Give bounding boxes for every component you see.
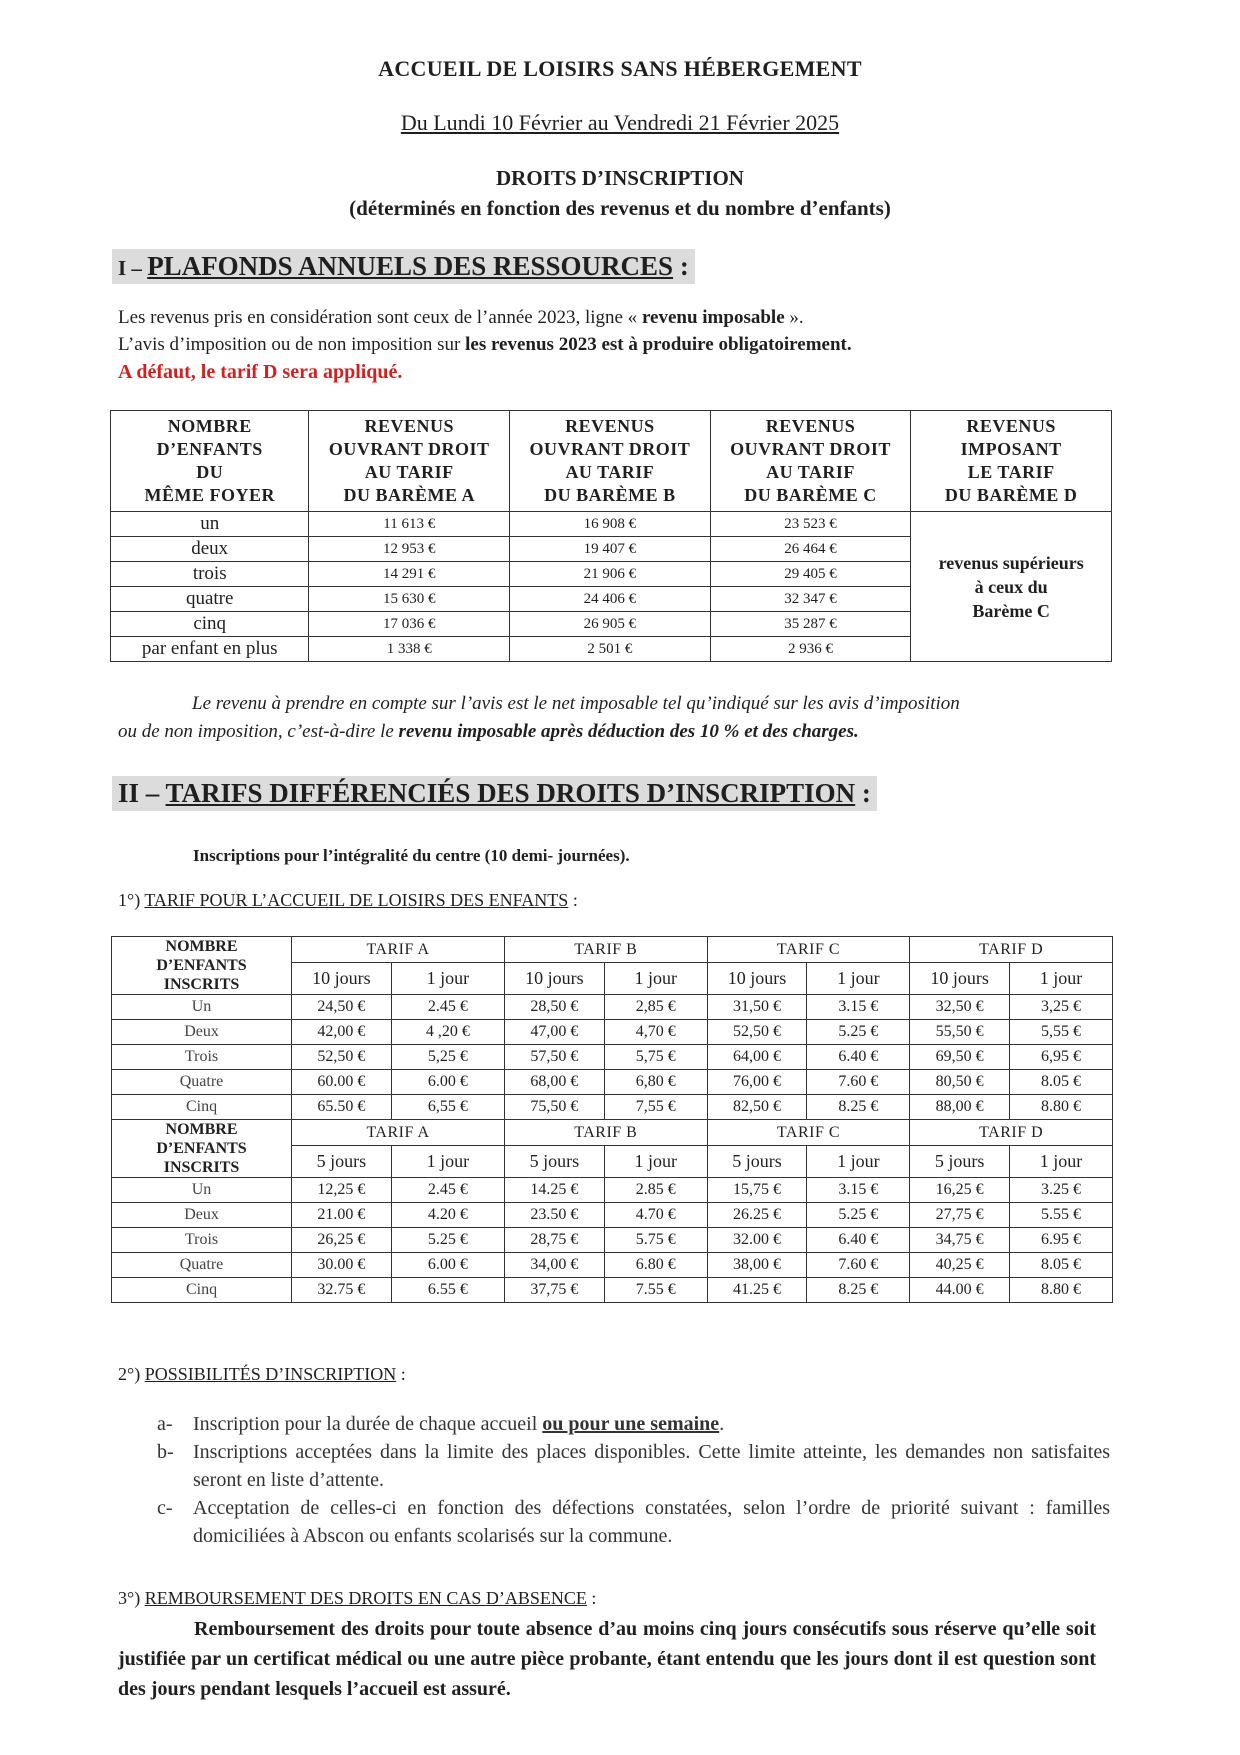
table-row [111, 512, 1112, 537]
header-line: NOMBRE [165, 1121, 238, 1138]
row-label: Trois [112, 1045, 292, 1070]
table-row [112, 1095, 1113, 1120]
row-label: Quatre [112, 1070, 292, 1095]
price-cell: 23.50 € [504, 1203, 604, 1228]
tarif-table [111, 936, 1113, 1303]
header-line: DU BARÈME D [944, 485, 1078, 505]
row-label: Deux [112, 1203, 292, 1228]
duration-label: 10 jours [910, 963, 1010, 995]
price-cell: 32,50 € [910, 995, 1010, 1020]
price-cell: 80,50 € [910, 1070, 1010, 1095]
row-label: Trois [112, 1228, 292, 1253]
list-letter: c- [157, 1497, 173, 1519]
price-cell: 8.25 € [807, 1095, 910, 1120]
price-cell: 6.40 € [807, 1045, 910, 1070]
table-cell: 2 936 € [710, 637, 911, 662]
header-line: AU TARIF [565, 462, 655, 482]
price-cell: 6,95 € [1010, 1045, 1113, 1070]
price-cell: 5,55 € [1010, 1020, 1113, 1045]
inscription-possibilities-list [157, 1410, 1110, 1550]
table-cell: 24 406 € [510, 587, 711, 612]
price-cell: 4 ,20 € [391, 1020, 504, 1045]
row-label: deux [111, 537, 309, 562]
table-row [112, 995, 1113, 1020]
tarif-label: TARIF C [707, 1120, 910, 1146]
price-cell: 88,00 € [910, 1095, 1010, 1120]
price-cell: 2.85 € [604, 1178, 707, 1203]
sub2-heading: POSSIBILITÉS D’INSCRIPTION [144, 1364, 397, 1384]
duration-label: 1 jour [391, 1146, 504, 1178]
income-ceiling-table [110, 410, 1112, 662]
price-cell: 3.15 € [807, 1178, 910, 1203]
price-cell: 52,50 € [292, 1045, 392, 1070]
price-cell: 6,55 € [391, 1095, 504, 1120]
table-row [112, 1178, 1113, 1203]
subsection-2-title [118, 1364, 406, 1385]
price-cell: 30.00 € [292, 1253, 392, 1278]
header-line: LE TARIF [967, 462, 1055, 482]
default-tarif-warning: A défaut, le tarif D sera appliqué. [118, 361, 403, 383]
list-text-main: Inscriptions acceptées dans la limite des places disponibles. Cette limite atteinte, les demandes non satisfaites seront en liste d’attente. [193, 1441, 1110, 1491]
row-label: trois [111, 562, 309, 587]
table-cell: 21 906 € [510, 562, 711, 587]
children-count-header [112, 937, 292, 995]
section-2-title [112, 776, 877, 811]
tarif-label: TARIF B [504, 937, 707, 963]
tarif-label: TARIF D [910, 937, 1113, 963]
price-cell: 7.55 € [604, 1278, 707, 1303]
list-text-emphasis: ou pour une semaine [542, 1413, 720, 1435]
price-cell: 26,25 € [292, 1228, 392, 1253]
header-line: REVENUS [565, 416, 655, 436]
sub2-prefix: 2°) [118, 1364, 145, 1384]
income-table-body [111, 512, 1112, 662]
sub3-prefix: 3°) [118, 1588, 145, 1608]
price-cell: 5.25 € [807, 1020, 910, 1045]
tarif-label: TARIF B [504, 1120, 707, 1146]
tarif-header-row [112, 937, 1113, 963]
price-cell: 82,50 € [707, 1095, 807, 1120]
price-cell: 75,50 € [504, 1095, 604, 1120]
price-cell: 5,25 € [391, 1045, 504, 1070]
duration-label: 10 jours [707, 963, 807, 995]
duration-label: 1 jour [807, 1146, 910, 1178]
duration-label: 5 jours [707, 1146, 807, 1178]
tarif-label: TARIF A [292, 1120, 505, 1146]
table-row [112, 1020, 1113, 1045]
price-cell: 42,00 € [292, 1020, 392, 1045]
table-row [112, 1045, 1113, 1070]
table-cell: 14 291 € [309, 562, 510, 587]
table-row [112, 1253, 1113, 1278]
document-dates: Du Lundi 10 Février au Vendredi 21 Février 2025 [400, 110, 840, 135]
price-cell: 7.60 € [807, 1070, 910, 1095]
price-cell: 47,00 € [504, 1020, 604, 1045]
price-cell: 8.80 € [1010, 1095, 1113, 1120]
price-cell: 40,25 € [910, 1253, 1010, 1278]
income-table-header-cell [911, 411, 1112, 512]
duration-label: 5 jours [504, 1146, 604, 1178]
bareme-d-line: Barème C [972, 600, 1050, 621]
row-label: Cinq [112, 1095, 292, 1120]
table-row [112, 1203, 1113, 1228]
header-line: OUVRANT DROIT [730, 439, 891, 459]
price-cell: 68,00 € [504, 1070, 604, 1095]
header-line: DU BARÈME C [744, 485, 877, 505]
tarif-label: TARIF C [707, 937, 910, 963]
list-text [193, 1410, 724, 1438]
row-label: Un [112, 995, 292, 1020]
table-cell: 1 338 € [309, 637, 510, 662]
income-paragraph-1 [118, 306, 804, 330]
price-cell: 5,75 € [604, 1045, 707, 1070]
price-cell: 7,55 € [604, 1095, 707, 1120]
price-cell: 31,50 € [707, 995, 807, 1020]
table-cell: 2 501 € [510, 637, 711, 662]
duration-label: 10 jours [504, 963, 604, 995]
list-text [193, 1438, 1110, 1494]
income-paragraph-2 [118, 333, 852, 357]
sub3-suffix: : [586, 1588, 597, 1608]
duration-label: 1 jour [604, 1146, 707, 1178]
price-cell: 64,00 € [707, 1045, 807, 1070]
price-cell: 4.70 € [604, 1203, 707, 1228]
header-line: OUVRANT DROIT [529, 439, 691, 459]
table-cell: 11 613 € [309, 512, 510, 537]
price-cell: 57,50 € [504, 1045, 604, 1070]
price-cell: 7.60 € [807, 1253, 910, 1278]
price-cell: 27,75 € [910, 1203, 1010, 1228]
list-item [157, 1410, 1110, 1438]
price-cell: 6.00 € [391, 1253, 504, 1278]
sub1-prefix: 1°) [118, 890, 145, 910]
price-cell: 65.50 € [292, 1095, 392, 1120]
row-label: un [111, 512, 309, 537]
price-cell: 3.15 € [807, 995, 910, 1020]
section-1-prefix: I – [118, 256, 148, 280]
header-line: AU TARIF [364, 462, 454, 482]
price-cell: 5.55 € [1010, 1203, 1113, 1228]
note2-text: ou de non imposition, c’est-à-dire le [118, 721, 399, 742]
row-label: par enfant en plus [111, 637, 309, 662]
price-cell: 37,75 € [504, 1278, 604, 1303]
price-cell: 3.25 € [1010, 1178, 1113, 1203]
price-cell: 41.25 € [707, 1278, 807, 1303]
table-row [112, 1278, 1113, 1303]
row-label: cinq [111, 612, 309, 637]
price-cell: 15,75 € [707, 1178, 807, 1203]
price-cell: 6,80 € [604, 1070, 707, 1095]
droits-heading: DROITS D’INSCRIPTION [496, 166, 744, 190]
table-cell: 16 908 € [510, 512, 711, 537]
note2-bold: revenu imposable après déduction des 10 % et des charges. [398, 721, 859, 742]
subsection-1-title [118, 890, 578, 911]
header-line: D’ENFANTS [156, 439, 263, 459]
bareme-d-cell [911, 512, 1112, 662]
price-cell: 12,25 € [292, 1178, 392, 1203]
list-text-main: Inscription pour la durée de chaque accueil [193, 1413, 543, 1435]
price-cell: 2.45 € [391, 995, 504, 1020]
duration-label: 10 jours [292, 963, 392, 995]
income-note-line-2 [118, 720, 859, 744]
price-cell: 32.00 € [707, 1228, 807, 1253]
children-count-header [112, 1120, 292, 1178]
sub2-suffix: : [396, 1364, 406, 1384]
duration-label: 1 jour [604, 963, 707, 995]
table-cell: 23 523 € [710, 512, 911, 537]
inscriptions-note: Inscriptions pour l’intégralité du centre (10 demi- journées). [193, 846, 630, 865]
list-letter: a- [157, 1413, 173, 1435]
price-cell: 32.75 € [292, 1278, 392, 1303]
price-cell: 6.95 € [1010, 1228, 1113, 1253]
price-cell: 44.00 € [910, 1278, 1010, 1303]
price-cell: 14.25 € [504, 1178, 604, 1203]
price-cell: 8.05 € [1010, 1253, 1113, 1278]
section-2-prefix: II – [118, 778, 166, 808]
header-line: MÊME FOYER [144, 485, 275, 505]
row-label: Un [112, 1178, 292, 1203]
header-line: DU BARÈME B [544, 485, 676, 505]
row-label: Cinq [112, 1278, 292, 1303]
section-1-suffix: : [673, 251, 689, 281]
sub3-heading: REMBOURSEMENT DES DROITS EN CAS D’ABSENCE [144, 1588, 587, 1608]
header-line: D’ENFANTS [156, 957, 247, 974]
p1-bold: revenu imposable [641, 307, 785, 328]
price-cell: 38,00 € [707, 1253, 807, 1278]
income-table-header [111, 411, 1112, 512]
income-note-line-1: Le revenu à prendre en compte sur l’avis est le net imposable tel qu’indiqué sur les avis d’imposition [192, 693, 960, 714]
tarif-table-body [112, 937, 1113, 1303]
tarif-label: TARIF A [292, 937, 505, 963]
price-cell: 34,75 € [910, 1228, 1010, 1253]
list-item [157, 1494, 1110, 1550]
price-cell: 55,50 € [910, 1020, 1010, 1045]
bareme-d-line: revenus supérieurs [938, 552, 1084, 573]
tarif-header-row [112, 1120, 1113, 1146]
bareme-d-line: à ceux du [974, 576, 1048, 597]
table-cell: 29 405 € [710, 562, 911, 587]
price-cell: 60.00 € [292, 1070, 392, 1095]
table-cell: 19 407 € [510, 537, 711, 562]
price-cell: 6.80 € [604, 1253, 707, 1278]
table-row [112, 1228, 1113, 1253]
p2-text: L’avis d’imposition ou de non imposition sur [118, 334, 466, 355]
list-text [193, 1494, 1110, 1550]
list-text-main: Acceptation de celles-ci en fonction des défections constatées, selon l’ordre de priorité suivant : familles domiciliées à Abscon ou enfants scolarisés sur la commune. [193, 1497, 1110, 1547]
table-cell: 17 036 € [309, 612, 510, 637]
header-line: DU [196, 462, 224, 482]
header-line: IMPOSANT [960, 439, 1062, 459]
header-line: AU TARIF [766, 462, 855, 482]
header-line: DU BARÈME A [343, 485, 475, 505]
price-cell: 5.25 € [391, 1228, 504, 1253]
price-cell: 52,50 € [707, 1020, 807, 1045]
p2-bold: les revenus 2023 est à produire obligatoirement. [465, 334, 852, 355]
header-line: OUVRANT DROIT [328, 439, 490, 459]
header-line: NOMBRE [167, 416, 252, 436]
price-cell: 3,25 € [1010, 995, 1113, 1020]
header-line: INSCRITS [163, 976, 240, 993]
header-line: REVENUS [765, 416, 856, 436]
price-cell: 69,50 € [910, 1045, 1010, 1070]
duration-label: 1 jour [1010, 1146, 1113, 1178]
section-1-heading: PLAFONDS ANNUELS DES RESSOURCES [147, 251, 674, 281]
income-table-header-cell [710, 411, 911, 512]
table-cell: 15 630 € [309, 587, 510, 612]
income-table-header-cell [111, 411, 309, 512]
price-cell: 28,50 € [504, 995, 604, 1020]
header-line: INSCRITS [163, 1159, 240, 1176]
price-cell: 6.00 € [391, 1070, 504, 1095]
price-cell: 6.40 € [807, 1228, 910, 1253]
section-2-heading: TARIFS DIFFÉRENCIÉS DES DROITS D’INSCRIPTION [165, 778, 856, 808]
list-letter: b- [157, 1441, 174, 1463]
table-cell: 26 905 € [510, 612, 711, 637]
header-line: NOMBRE [165, 938, 238, 955]
duration-label: 1 jour [1010, 963, 1113, 995]
duration-label: 5 jours [910, 1146, 1010, 1178]
duration-label: 1 jour [807, 963, 910, 995]
price-cell: 8.80 € [1010, 1278, 1113, 1303]
table-cell: 35 287 € [710, 612, 911, 637]
list-text-tail: . [719, 1413, 725, 1435]
refund-paragraph: Remboursement des droits pour toute absence d’au moins cinq jours consécutifs sous réserve qu’elle soit justifiée par un certificat médical ou une autre pièce probante, étant entendu que les jours dont il est question sont des jours pendant lesquels l’accueil est assuré. [118, 1618, 1096, 1700]
row-label: quatre [111, 587, 309, 612]
price-cell: 2.45 € [391, 1178, 504, 1203]
tarif-label: TARIF D [910, 1120, 1113, 1146]
price-cell: 8.05 € [1010, 1070, 1113, 1095]
price-cell: 24,50 € [292, 995, 392, 1020]
price-cell: 8.25 € [807, 1278, 910, 1303]
income-table-header-cell [309, 411, 510, 512]
document-title: ACCUEIL DE LOISIRS SANS HÉBERGEMENT [378, 56, 862, 81]
price-cell: 6.55 € [391, 1278, 504, 1303]
price-cell: 5.75 € [604, 1228, 707, 1253]
price-cell: 34,00 € [504, 1253, 604, 1278]
price-cell: 4,70 € [604, 1020, 707, 1045]
duration-label: 1 jour [391, 963, 504, 995]
table-cell: 12 953 € [309, 537, 510, 562]
price-cell: 21.00 € [292, 1203, 392, 1228]
table-cell: 26 464 € [710, 537, 911, 562]
income-table-header-cell [510, 411, 711, 512]
p1-text: Les revenus pris en considération sont ceux de l’année 2023, ligne « [118, 307, 642, 328]
row-label: Quatre [112, 1253, 292, 1278]
price-cell: 28,75 € [504, 1228, 604, 1253]
header-line: REVENUS [966, 416, 1056, 436]
sub1-suffix: : [568, 890, 578, 910]
price-cell: 2,85 € [604, 995, 707, 1020]
table-row [112, 1070, 1113, 1095]
section-2-suffix: : [855, 778, 871, 808]
subsection-3-title [118, 1588, 596, 1609]
header-line: REVENUS [364, 416, 454, 436]
row-label: Deux [112, 1020, 292, 1045]
price-cell: 5.25 € [807, 1203, 910, 1228]
price-cell: 76,00 € [707, 1070, 807, 1095]
list-item [157, 1438, 1110, 1494]
sub1-heading: TARIF POUR L’ACCUEIL DE LOISIRS DES ENFANTS [144, 890, 569, 910]
price-cell: 26.25 € [707, 1203, 807, 1228]
duration-label: 5 jours [292, 1146, 392, 1178]
section-1-title [112, 249, 695, 284]
p1-end: ». [784, 307, 804, 328]
table-cell: 32 347 € [710, 587, 911, 612]
header-line: D’ENFANTS [156, 1140, 247, 1157]
droits-subtitle: (déterminés en fonction des revenus et du nombre d’enfants) [349, 196, 891, 220]
price-cell: 16,25 € [910, 1178, 1010, 1203]
price-cell: 4.20 € [391, 1203, 504, 1228]
